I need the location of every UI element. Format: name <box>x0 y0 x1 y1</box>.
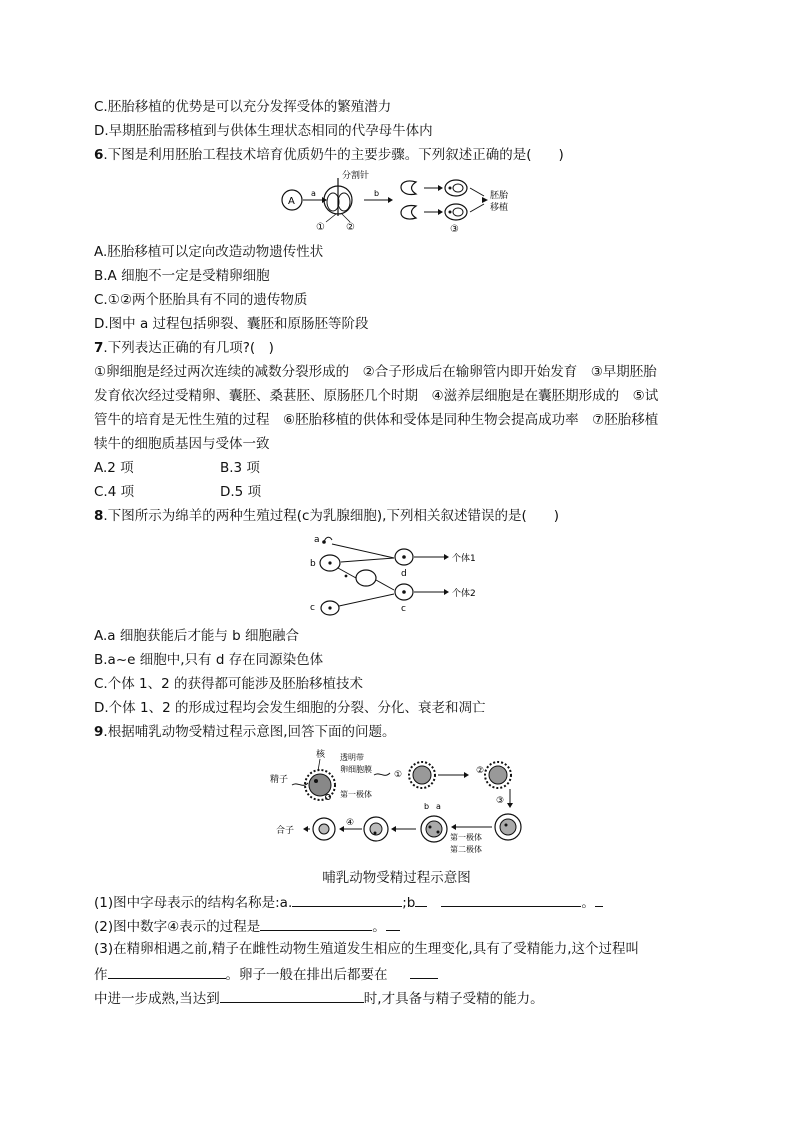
q6-option-c: C.①②两个胚胎具有不同的遗传物质 <box>94 292 308 308</box>
label-a: a <box>314 535 320 545</box>
answer-blank-b[interactable] <box>441 892 581 907</box>
arrow-b-label: b <box>374 189 380 198</box>
label-polar-1b: 第一极体 <box>450 833 482 842</box>
q9-part-3-line-3 <box>94 988 544 1008</box>
transfer-label-2: 移植 <box>490 203 509 213</box>
label-zygote: 合子 <box>276 826 295 836</box>
label-membrane: 卵细胞膜 <box>340 765 372 774</box>
q6-text: .下图是利用胚胎工程技术培育优质奶牛的主要步骤。下列叙述正确的是( ) <box>103 147 564 163</box>
q9-stem <box>94 723 396 741</box>
q6-stem <box>94 146 564 164</box>
q9-figure <box>270 747 526 859</box>
q8-figure <box>308 530 488 620</box>
q9-part-1-text-a: (1)图中字母表示的结构名称是:a. <box>94 895 293 911</box>
answer-blank-process-4[interactable] <box>260 916 372 931</box>
q8-option-a: A.a 细胞获能后才能与 b 细胞融合 <box>94 628 300 644</box>
q7-number: 7 <box>94 340 104 356</box>
answer-blank-capacitation[interactable] <box>108 964 226 979</box>
label-polar-2: 第二极体 <box>450 845 482 854</box>
q9-part-2-text-b: 。 <box>372 919 386 935</box>
q8-option-c: C.个体 1、2 的获得都可能涉及胚胎移植技术 <box>94 676 363 692</box>
needle-label: 分割针 <box>342 171 370 181</box>
answer-blank-a[interactable] <box>292 892 402 907</box>
q7-text: .下列表达正确的有几项?( ) <box>103 340 274 356</box>
half-embryo-bottom <box>401 206 416 220</box>
q6-figure <box>278 166 528 236</box>
label-b: b <box>310 559 316 569</box>
label-sperm: 精子 <box>270 775 289 785</box>
answer-blank-stage[interactable] <box>220 988 364 1003</box>
q6-option-b: B.A 细胞不一定是受精卵细胞 <box>94 268 270 284</box>
q9-text: .根据哺乳动物受精过程示意图,回答下面的问题。 <box>103 724 396 740</box>
q9-part-3-text-b: 。卵子一般在排出后都要在 <box>225 967 388 983</box>
q5-option-c: C.胚胎移植的优势是可以充分发挥受体的繁殖潜力 <box>94 99 392 115</box>
q9-part-3-text-c: 中进一步成熟,当达到 <box>94 991 220 1007</box>
step-1: ① <box>394 770 403 780</box>
label-d: d <box>401 569 407 579</box>
q7-option-d: D.5 项 <box>220 484 262 500</box>
q6-option-d: D.图中 a 过程包括卵裂、囊胚和原肠胚等阶段 <box>94 316 369 332</box>
q7-option-a: A.2 项 <box>94 460 134 476</box>
q9-part-3-text-a: 作 <box>94 967 108 983</box>
arrow-a-label: a <box>311 189 316 198</box>
mark-3: ③ <box>450 224 459 235</box>
q9-part-1-text-c: 。 <box>581 895 595 911</box>
q9-number: 9 <box>94 724 104 740</box>
q9-part-3-line-2 <box>94 964 438 984</box>
q8-option-d: D.个体 1、2 的形成过程均会发生细胞的分裂、分化、衰老和凋亡 <box>94 700 486 716</box>
label-nucleus: 核 <box>316 750 326 760</box>
step-4: ④ <box>346 818 355 828</box>
label-polar-1: 第一极体 <box>340 790 372 799</box>
label-b-fig9: b <box>424 802 430 811</box>
label-c: c <box>310 603 315 613</box>
q6-number: 6 <box>94 147 104 163</box>
label-a-fig9: a <box>436 802 441 811</box>
answer-blank-location[interactable] <box>410 964 438 979</box>
q8-stem <box>94 507 559 525</box>
q9-part-3-text-d: 时,才具备与精子受精的能力。 <box>363 991 544 1007</box>
label-e: c <box>401 604 406 614</box>
q8-number: 8 <box>94 508 104 524</box>
q7-option-b: B.3 项 <box>220 460 260 476</box>
q7-line-2: 发育依次经过受精卵、囊胚、桑葚胚、原肠胚几个时期 ④滋养层细胞是在囊胚期形成的 ⑤试 <box>94 388 659 404</box>
cell-a-label: A <box>288 196 295 207</box>
step-2: ② <box>476 766 485 776</box>
transfer-label-1: 胚胎 <box>490 191 509 201</box>
label-zona: 透明带 <box>340 753 364 762</box>
q7-line-1: ①卵细胞是经过两次连续的减数分裂形成的 ②合子形成后在输卵管内即开始发育 ③早期胚胎 <box>94 364 657 380</box>
half-embryo-top <box>401 181 416 195</box>
mark-2: ② <box>346 222 355 233</box>
mark-1: ① <box>316 222 325 233</box>
q7-option-c: C.4 项 <box>94 484 135 500</box>
q7-line-3: 管牛的培育是无性生殖的过程 ⑥胚胎移植的供体和受体是同种生物会提高成功率 ⑦胚胎移植 <box>94 412 659 428</box>
q8-option-b: B.a~e 细胞中,只有 d 存在同源染色体 <box>94 652 324 668</box>
embryo-2 <box>445 204 467 220</box>
q5-option-d: D.早期胚胎需移植到与供体生理状态相同的代孕母牛体内 <box>94 123 433 139</box>
q6-option-a: A.胚胎移植可以定向改造动物遗传性状 <box>94 244 324 260</box>
step-3: ③ <box>496 796 505 806</box>
q9-part-1-text-b: ;b <box>402 895 416 911</box>
q8-text: .下图所示为绵羊的两种生殖过程(c为乳腺细胞),下列相关叙述错误的是( ) <box>103 508 559 524</box>
q9-part-2-text-a: (2)图中数字④表示的过程是 <box>94 919 261 935</box>
q9-part-2 <box>94 916 400 936</box>
q9-figure-caption: 哺乳动物受精过程示意图 <box>322 870 471 886</box>
embryo-1 <box>445 180 467 196</box>
individual-1: 个体1 <box>452 554 476 564</box>
enucleated-cell <box>356 570 376 586</box>
q7-line-4: 犊牛的细胞质基因与受体一致 <box>94 436 270 452</box>
q9-part-1 <box>94 892 603 912</box>
q7-stem <box>94 339 274 357</box>
individual-2: 个体2 <box>452 589 476 599</box>
q9-part-3-line-1: (3)在精卵相遇之前,精子在雌性动物生殖道发生相应的生理变化,具有了受精能力,这个过程叫 <box>94 941 639 957</box>
